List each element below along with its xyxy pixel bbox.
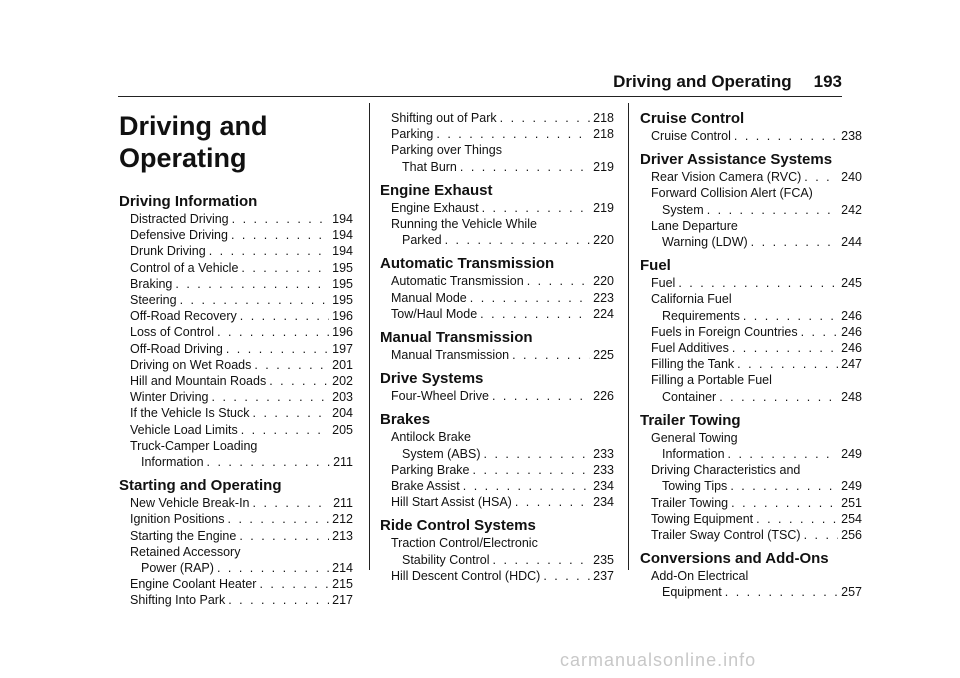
toc-entry-page: 242	[841, 202, 862, 217]
toc-entry[interactable]	[380, 347, 614, 363]
toc-entry[interactable]	[640, 340, 862, 356]
toc-entry-page: 211	[333, 455, 353, 470]
toc-entry-page: 220	[593, 233, 614, 248]
toc-entry[interactable]	[119, 405, 353, 421]
toc-entry-title-cont: Power (RAP)	[141, 561, 214, 576]
toc-entry[interactable]	[119, 227, 353, 243]
page-number: 193	[813, 72, 842, 91]
toc-entry-page: 244	[841, 235, 862, 250]
dot-leader	[241, 260, 329, 276]
toc-entry-title: Shifting out of Park	[391, 111, 497, 125]
toc-entry-page: 212	[332, 512, 353, 527]
section-heading: Fuel	[640, 257, 671, 275]
dot-leader	[678, 275, 838, 291]
toc-entry-title: Winter Driving	[130, 390, 209, 405]
toc-entry-title: Parking over Things	[391, 143, 502, 158]
toc-section-entries	[380, 200, 614, 249]
toc-entry-page: 233	[593, 446, 614, 461]
section-heading: Brakes	[380, 411, 431, 429]
toc-entry[interactable]	[640, 128, 862, 144]
toc-entry-title: California Fuel	[651, 292, 732, 307]
toc-entry[interactable]	[380, 429, 614, 461]
section-heading: Cruise Control	[640, 110, 745, 127]
toc-entry-title: Drunk Driving	[130, 244, 206, 259]
toc-entry-page: 218	[593, 111, 614, 125]
toc-entry-page: 197	[332, 341, 353, 356]
toc-entry-page: 214	[332, 561, 353, 576]
toc-entry-title: Off-Road Recovery	[130, 309, 237, 324]
toc-entry-page: 215	[332, 577, 353, 592]
dot-leader	[484, 446, 591, 462]
toc-entry[interactable]	[640, 372, 862, 404]
toc-entry-page: 217	[332, 593, 353, 608]
toc-entry[interactable]	[380, 568, 614, 584]
toc-entry-title-cont: Information	[141, 455, 204, 470]
dot-leader	[512, 347, 590, 363]
dot-leader	[500, 110, 591, 126]
toc-entry-page: 257	[841, 585, 862, 600]
toc-entry-page: 247	[841, 357, 862, 372]
toc-entry[interactable]	[380, 126, 614, 142]
toc-entry-page: 203	[332, 390, 353, 405]
watermark: carmanualsonline.info	[560, 650, 757, 670]
toc-entry-title: General Towing	[651, 430, 738, 445]
toc-section-entries	[380, 110, 614, 175]
dot-leader	[734, 128, 838, 144]
dot-leader	[239, 528, 329, 544]
dot-leader	[253, 405, 330, 421]
toc-entry-page: 213	[332, 528, 353, 543]
toc-entry-page: 237	[593, 568, 614, 583]
dot-leader	[801, 324, 839, 340]
toc-entry[interactable]	[380, 273, 614, 289]
toc-entry[interactable]	[119, 495, 353, 511]
dot-leader	[756, 511, 838, 527]
toc-entry-page: 256	[841, 528, 862, 543]
toc-section-entries	[380, 347, 614, 363]
toc-entry-title: Hill and Mountain Roads	[130, 374, 267, 389]
dot-leader	[543, 568, 590, 584]
toc-entry-title-cont: System (ABS)	[402, 446, 481, 461]
toc-entry[interactable]	[640, 185, 862, 217]
toc-entry-page: 194	[332, 244, 353, 259]
toc-entry-title: Driving on Wet Roads	[130, 357, 252, 372]
dot-leader	[269, 373, 329, 389]
toc-section-entries	[640, 169, 862, 250]
toc-entry[interactable]	[119, 308, 353, 324]
toc-entry[interactable]	[380, 462, 614, 478]
dot-leader	[463, 478, 590, 494]
toc-entry-title: Retained Accessory	[130, 544, 241, 559]
toc-entry[interactable]	[640, 462, 862, 494]
toc-entry[interactable]	[640, 218, 862, 250]
running-head	[613, 72, 842, 92]
toc-entry[interactable]	[380, 142, 614, 174]
section-heading: Trailer Towing	[640, 411, 741, 429]
toc-entry[interactable]	[119, 292, 353, 308]
dot-leader	[254, 357, 329, 373]
dot-leader	[460, 159, 590, 175]
toc-entry-title: Trailer Towing	[651, 495, 729, 510]
toc-entry-page: 219	[593, 159, 614, 174]
chapter-title-line-2: Operating	[119, 143, 247, 173]
toc-entry-page: 233	[593, 462, 614, 477]
column-divider	[628, 103, 629, 570]
dot-leader	[240, 308, 329, 324]
dot-leader	[436, 126, 590, 142]
toc-entry-title: Defensive Driving	[130, 228, 228, 243]
toc-entry-page: 201	[332, 357, 353, 372]
toc-entry-page: 254	[841, 511, 862, 526]
toc-entry-title: Tow/Haul Mode	[391, 306, 478, 321]
dot-leader	[730, 478, 838, 494]
toc-entry[interactable]	[640, 511, 862, 527]
toc-column-3	[640, 110, 862, 606]
dot-leader	[473, 462, 591, 478]
toc-entry[interactable]	[119, 276, 353, 292]
toc-entry-page: 194	[332, 212, 353, 226]
toc-entry-title: Starting the Engine	[130, 528, 237, 543]
toc-entry[interactable]	[119, 511, 353, 527]
toc-entry[interactable]	[380, 388, 614, 404]
running-head-title: Driving and Operating	[613, 72, 792, 91]
toc-entry[interactable]	[380, 535, 614, 567]
column-divider	[369, 103, 370, 570]
toc-entry-title: Antilock Brake	[391, 430, 471, 445]
dot-leader	[175, 276, 329, 292]
toc-entry[interactable]	[640, 169, 862, 185]
toc-entry[interactable]	[119, 576, 353, 592]
toc-section-entries	[380, 388, 614, 404]
toc-entry-title: Forward Collision Alert (FCA)	[651, 186, 813, 201]
dot-leader	[492, 388, 590, 404]
toc-entry-title: Manual Mode	[391, 290, 467, 305]
dot-leader	[231, 227, 329, 243]
toc-entry-title-cont: Warning (LDW)	[662, 235, 748, 250]
toc-entry-page: 195	[332, 260, 353, 275]
toc-entry-page: 211	[333, 496, 353, 511]
toc-entry-page: 235	[593, 552, 614, 567]
toc-entry-title: Add-On Electrical	[651, 569, 749, 584]
toc-entry-title-cont: Information	[662, 447, 725, 462]
toc-entry-title: Steering	[130, 293, 177, 308]
toc-entry[interactable]	[380, 478, 614, 494]
toc-entry-title-cont: That Burn	[402, 159, 457, 174]
dot-leader	[207, 454, 331, 470]
toc-entry[interactable]	[640, 291, 862, 323]
toc-entry-title: Automatic Transmission	[391, 274, 524, 289]
toc-entry[interactable]	[119, 341, 353, 357]
dot-leader	[731, 495, 838, 511]
toc-entry-page: 225	[593, 348, 614, 363]
dot-leader	[751, 234, 838, 250]
toc-entry[interactable]	[640, 324, 862, 340]
dot-leader	[482, 200, 591, 216]
toc-entry-title: Trailer Sway Control (TSC)	[651, 528, 801, 543]
toc-entry[interactable]	[119, 243, 353, 259]
dot-leader	[209, 243, 329, 259]
toc-entry-title: Fuel Additives	[651, 341, 729, 356]
toc-entry-page: 196	[332, 309, 353, 324]
toc-entry[interactable]	[119, 389, 353, 405]
toc-entry-title: Hill Start Assist (HSA)	[391, 495, 512, 510]
header-rule	[118, 96, 842, 97]
toc-entry[interactable]	[640, 356, 862, 372]
toc-entry-page: 240	[841, 170, 862, 185]
toc-entry-page: 223	[593, 290, 614, 305]
toc-entry-title-cont: Container	[662, 389, 717, 404]
toc-entry[interactable]	[119, 544, 353, 576]
toc-entry-page: 219	[593, 200, 614, 215]
toc-section-entries	[380, 535, 614, 584]
dot-leader	[241, 422, 329, 438]
toc-entry-page: 202	[332, 374, 353, 389]
toc-entry[interactable]	[119, 324, 353, 340]
dot-leader	[228, 511, 330, 527]
toc-entry-title: Loss of Control	[130, 325, 215, 340]
toc-entry-title: Control of a Vehicle	[130, 260, 239, 275]
toc-entry-page: 234	[593, 479, 614, 494]
section-heading: Drive Systems	[380, 370, 484, 388]
dot-leader	[232, 211, 330, 227]
dot-leader	[515, 494, 590, 510]
dot-leader	[707, 202, 838, 218]
toc-entry-page: 249	[841, 447, 862, 462]
toc-entry[interactable]	[640, 275, 862, 291]
toc-entry-title: Off-Road Driving	[130, 341, 223, 356]
toc-entry-page: 220	[593, 274, 614, 289]
toc-entry-page: 248	[841, 389, 862, 404]
toc-entry[interactable]	[640, 430, 862, 462]
toc-entry-title: Rear Vision Camera (RVC)	[651, 170, 802, 185]
toc-entry-page: 245	[841, 276, 862, 291]
section-heading: Ride Control Systems	[380, 517, 536, 535]
dot-leader	[212, 389, 330, 405]
toc-entry[interactable]	[640, 495, 862, 511]
toc-entry-title: Traction Control/Electronic	[391, 536, 538, 551]
toc-entry-page: 204	[332, 406, 353, 421]
dot-leader	[470, 290, 590, 306]
toc-column-1	[119, 193, 353, 614]
toc-entry-title: Lane Departure	[651, 218, 738, 233]
toc-entry[interactable]	[380, 200, 614, 216]
toc-entry-title-cont: Towing Tips	[662, 479, 728, 494]
toc-entry-page: 218	[593, 127, 614, 142]
toc-entry-title: Braking	[130, 276, 173, 291]
section-heading: Starting and Operating	[119, 477, 282, 495]
toc-entry-title: Distracted Driving	[130, 212, 229, 226]
toc-entry-page: 251	[841, 495, 862, 510]
toc-entry-title: Parking Brake	[391, 462, 470, 477]
toc-entry[interactable]	[119, 211, 353, 227]
toc-entry-title: New Vehicle Break-In	[130, 496, 250, 511]
toc-entry-title: Towing Equipment	[651, 511, 754, 526]
toc-entry[interactable]	[119, 422, 353, 438]
toc-entry-title-cont: Parked	[402, 233, 442, 248]
dot-leader	[217, 560, 329, 576]
section-heading: Driver Assistance Systems	[640, 151, 833, 169]
toc-entry-page: 238	[841, 129, 862, 143]
toc-entry[interactable]	[119, 592, 353, 608]
dot-leader	[228, 592, 329, 608]
toc-section-entries	[119, 211, 353, 470]
toc-section-entries	[640, 430, 862, 543]
toc-entry[interactable]	[119, 373, 353, 389]
section-heading: Manual Transmission	[380, 329, 533, 347]
toc-entry[interactable]	[640, 568, 862, 600]
dot-leader	[445, 232, 591, 248]
toc-entry-title: Shifting Into Park	[130, 593, 226, 608]
chapter-title	[119, 110, 268, 174]
dot-leader	[480, 306, 590, 322]
toc-entry-title: Fuel	[651, 276, 676, 291]
toc-column-2	[380, 110, 614, 589]
toc-entry-title: Vehicle Load Limits	[130, 422, 238, 437]
dot-leader	[804, 527, 839, 543]
toc-entry-page: 196	[332, 325, 353, 340]
dot-leader	[180, 292, 330, 308]
dot-leader	[217, 324, 329, 340]
toc-entry[interactable]	[380, 306, 614, 322]
toc-section-entries	[640, 568, 862, 600]
toc-entry-page: 195	[332, 276, 353, 291]
toc-entry-page: 194	[332, 228, 353, 243]
toc-section-entries	[380, 273, 614, 322]
toc-entry-title: Brake Assist	[391, 479, 460, 494]
toc-entry-page: 249	[841, 479, 862, 494]
section-heading: Conversions and Add-Ons	[640, 550, 829, 568]
toc-entry-title: Cruise Control	[651, 129, 731, 143]
toc-entry-page: 246	[841, 308, 862, 323]
toc-entry-page: 205	[332, 422, 353, 437]
toc-entry[interactable]	[380, 110, 614, 126]
chapter-title-line-1: Driving and	[119, 111, 268, 141]
toc-entry-page: 246	[841, 341, 862, 356]
toc-section-entries	[380, 429, 614, 510]
toc-entry-title: Filling a Portable Fuel	[651, 373, 772, 388]
dot-leader	[737, 356, 838, 372]
toc-entry-title: Ignition Positions	[130, 512, 225, 527]
dot-leader	[226, 341, 329, 357]
dot-leader	[743, 308, 838, 324]
toc-entry[interactable]	[640, 527, 862, 543]
toc-entry[interactable]	[119, 260, 353, 276]
toc-entry[interactable]	[119, 528, 353, 544]
section-heading: Automatic Transmission	[380, 255, 555, 273]
dot-leader	[493, 552, 591, 568]
toc-entry-title: Running the Vehicle While	[391, 217, 537, 232]
toc-entry-title: Engine Exhaust	[391, 200, 479, 215]
toc-entry[interactable]	[119, 438, 353, 470]
toc-entry-title-cont: Equipment	[662, 585, 722, 600]
toc-entry-title: Engine Coolant Heater	[130, 577, 257, 592]
dot-leader	[527, 273, 590, 289]
toc-entry-title: Parking	[391, 127, 434, 142]
dot-leader	[732, 340, 838, 356]
toc-entry[interactable]	[119, 357, 353, 373]
section-heading: Driving Information	[119, 193, 258, 210]
toc-entry-page: 195	[332, 293, 353, 308]
toc-entry-title: Four-Wheel Drive	[391, 389, 489, 404]
toc-entry-title: Filling the Tank	[651, 357, 735, 372]
toc-section-entries	[119, 495, 353, 608]
toc-entry-title: If the Vehicle Is Stuck	[130, 406, 250, 421]
dot-leader	[253, 495, 331, 511]
toc-entry[interactable]	[380, 290, 614, 306]
toc-entry[interactable]	[380, 216, 614, 248]
dot-leader	[719, 389, 838, 405]
dot-leader	[728, 446, 839, 462]
toc-entry-title-cont: System	[662, 202, 704, 217]
toc-entry-page: 234	[593, 495, 614, 510]
toc-entry-page: 226	[593, 389, 614, 404]
toc-entry-title: Driving Characteristics and	[651, 463, 801, 478]
toc-entry-title: Manual Transmission	[391, 348, 510, 363]
dot-leader	[804, 169, 838, 185]
toc-entry-title-cont: Stability Control	[402, 552, 490, 567]
dot-leader	[725, 584, 838, 600]
toc-section-entries	[640, 275, 862, 405]
toc-entry-page: 246	[841, 324, 862, 339]
toc-entry-title: Fuels in Foreign Countries	[651, 324, 798, 339]
toc-entry-title: Truck-Camper Loading	[130, 438, 258, 453]
toc-entry-title: Hill Descent Control (HDC)	[391, 568, 541, 583]
toc-entry[interactable]	[380, 494, 614, 510]
toc-entry-page: 224	[593, 306, 614, 321]
section-heading: Engine Exhaust	[380, 181, 493, 199]
dot-leader	[259, 576, 329, 592]
toc-section-entries	[640, 128, 862, 144]
toc-entry-title-cont: Requirements	[662, 308, 740, 323]
